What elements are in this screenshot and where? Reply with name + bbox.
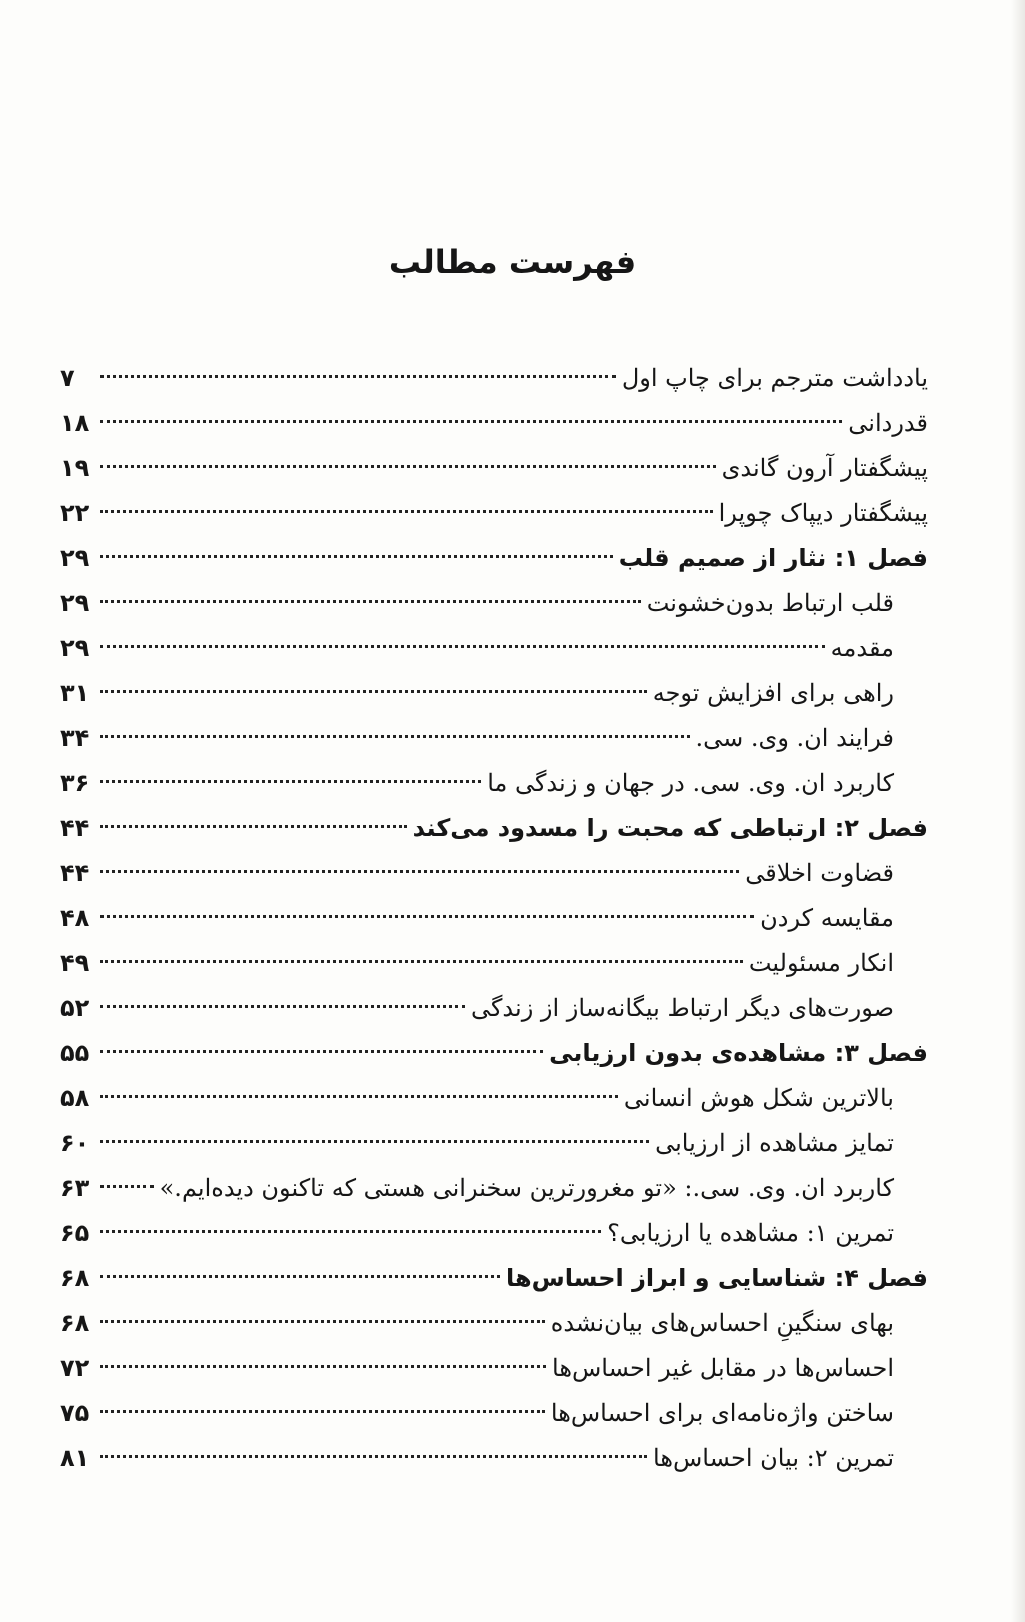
toc-entry: [60, 1121, 928, 1166]
toc-page-number: ۶۳: [60, 1174, 90, 1202]
dot-leader: [100, 600, 641, 603]
toc-entry-title: کاربرد ان. وی. سی.: «تو مغرورترین سخنرانی هستی که تاکنون دیده‌ایم.»: [159, 1174, 894, 1202]
toc-entry: [60, 941, 928, 986]
toc-chapter-entry: [60, 806, 928, 851]
dot-leader: [100, 825, 407, 828]
toc-entry: [60, 761, 928, 806]
toc-entry-title: تمایز مشاهده از ارزیابی: [655, 1129, 894, 1157]
toc-entry-title: صورت‌های دیگر ارتباط بیگانه‌ساز از زندگی: [470, 994, 894, 1022]
toc-entry-title: مقایسه کردن: [760, 904, 894, 932]
toc-page-number: ۷۵: [60, 1399, 90, 1427]
toc-page-number: ۴۴: [60, 859, 90, 887]
toc-page-number: ۵۲: [60, 994, 90, 1022]
toc-entry-title: بهای سنگینِ احساس‌های بیان‌نشده: [550, 1309, 894, 1337]
toc-entry-title: قلب ارتباط بدون‌خشونت: [646, 589, 894, 617]
toc-page-number: ۱۹: [60, 454, 90, 482]
dot-leader: [100, 1275, 500, 1278]
toc-entry: [60, 626, 928, 671]
toc-entry-title: بالاترین شکل هوش انسانی: [623, 1084, 894, 1112]
toc-entry: [60, 716, 928, 761]
dot-leader: [100, 915, 754, 918]
toc-entry: [60, 446, 928, 491]
toc-page-number: ۵۵: [60, 1039, 90, 1067]
toc-chapter-entry: [60, 1031, 928, 1076]
dot-leader: [100, 1185, 154, 1188]
toc-entry-title: فرایند ان. وی. سی.: [695, 724, 894, 752]
toc-entry: [60, 1301, 928, 1346]
dot-leader: [100, 1050, 543, 1053]
toc-chapter-entry: [60, 536, 928, 581]
table-of-contents: [60, 356, 928, 1481]
toc-entry-title: قضاوت اخلاقی: [745, 859, 894, 887]
toc-page-number: ۲۹: [60, 589, 90, 617]
toc-page-number: ۴۸: [60, 904, 90, 932]
toc-entry: [60, 851, 928, 896]
toc-entry-title: فصل ۴: شناسایی و ابراز احساس‌ها: [506, 1264, 928, 1292]
toc-entry-title: احساس‌ها در مقابل غیر احساس‌ها: [552, 1354, 894, 1382]
toc-page-number: ۲۹: [60, 634, 90, 662]
toc-page-number: ۴۴: [60, 814, 90, 842]
toc-page-number: ۳۴: [60, 724, 90, 752]
dot-leader: [100, 465, 716, 468]
toc-page-number: ۲۹: [60, 544, 90, 572]
toc-entry-title: مقدمه: [830, 634, 894, 662]
toc-entry-title: پیشگفتار دیپاک چوپرا: [718, 499, 928, 527]
toc-entry: [60, 1076, 928, 1121]
dot-leader: [100, 1455, 647, 1458]
dot-leader: [100, 375, 616, 378]
toc-entry-title: قدردانی: [848, 409, 928, 437]
dot-leader: [100, 555, 613, 558]
dot-leader: [100, 735, 690, 738]
dot-leader: [100, 1230, 601, 1233]
toc-entry: [60, 1166, 928, 1211]
toc-page-number: ۵۸: [60, 1084, 90, 1112]
toc-entry-title: فصل ۲: ارتباطی که محبت را مسدود می‌کند: [412, 814, 928, 842]
dot-leader: [100, 645, 825, 648]
dot-leader: [100, 1410, 545, 1413]
toc-page-number: ۷۲: [60, 1354, 90, 1382]
toc-entry-title: یادداشت مترجم برای چاپ اول: [621, 364, 928, 392]
toc-entry: [60, 356, 928, 401]
toc-entry: [60, 1391, 928, 1436]
toc-page-number: ۲۲: [60, 499, 90, 527]
toc-page-number: ۶۵: [60, 1219, 90, 1247]
toc-entry-title: انکار مسئولیت: [748, 949, 894, 977]
toc-entry: [60, 1346, 928, 1391]
toc-entry: [60, 491, 928, 536]
toc-entry: [60, 986, 928, 1031]
toc-entry-title: پیشگفتار آرون گاندی: [721, 454, 928, 482]
toc-entry-title: تمرین ۲: بیان احساس‌ها: [653, 1444, 894, 1472]
toc-page-number: ۴۹: [60, 949, 90, 977]
dot-leader: [100, 1365, 546, 1368]
toc-entry: [60, 401, 928, 446]
toc-entry-title: فصل ۳: مشاهده‌ی بدون ارزیابی: [549, 1039, 928, 1067]
toc-page-number: ۳۶: [60, 769, 90, 797]
toc-entry-title: کاربرد ان. وی. سی. در جهان و زندگی ما: [487, 769, 894, 797]
dot-leader: [100, 780, 481, 783]
dot-leader: [100, 420, 842, 423]
toc-entry: [60, 671, 928, 716]
toc-entry: [60, 896, 928, 941]
toc-entry-title: فصل ۱: نثار از صمیم قلب: [618, 544, 928, 572]
dot-leader: [100, 1095, 618, 1098]
toc-page-number: ۳۱: [60, 679, 90, 707]
toc-entry-title: ساختن واژه‌نامه‌ای برای احساس‌ها: [550, 1399, 894, 1427]
dot-leader: [100, 1005, 465, 1008]
toc-page-number: ۶۸: [60, 1264, 90, 1292]
toc-page-number: ۸۱: [60, 1444, 90, 1472]
toc-entry: [60, 1211, 928, 1256]
toc-entry-title: راهی برای افزایش توجه: [652, 679, 894, 707]
toc-entry: [60, 1436, 928, 1481]
toc-page-number: ۶۸: [60, 1309, 90, 1337]
toc-page-number: ۱۸: [60, 409, 90, 437]
page-title: فهرست مطالب: [388, 243, 637, 282]
toc-entry-title: تمرین ۱: مشاهده یا ارزیابی؟: [607, 1219, 894, 1247]
toc-page-number: ۶۰: [60, 1129, 90, 1157]
dot-leader: [100, 1320, 545, 1323]
dot-leader: [100, 690, 647, 693]
toc-entry: [60, 581, 928, 626]
dot-leader: [100, 510, 713, 513]
toc-page-number: ۷: [60, 364, 75, 392]
dot-leader: [100, 1140, 649, 1143]
dot-leader: [100, 870, 739, 873]
toc-chapter-entry: [60, 1256, 928, 1301]
dot-leader: [100, 960, 743, 963]
